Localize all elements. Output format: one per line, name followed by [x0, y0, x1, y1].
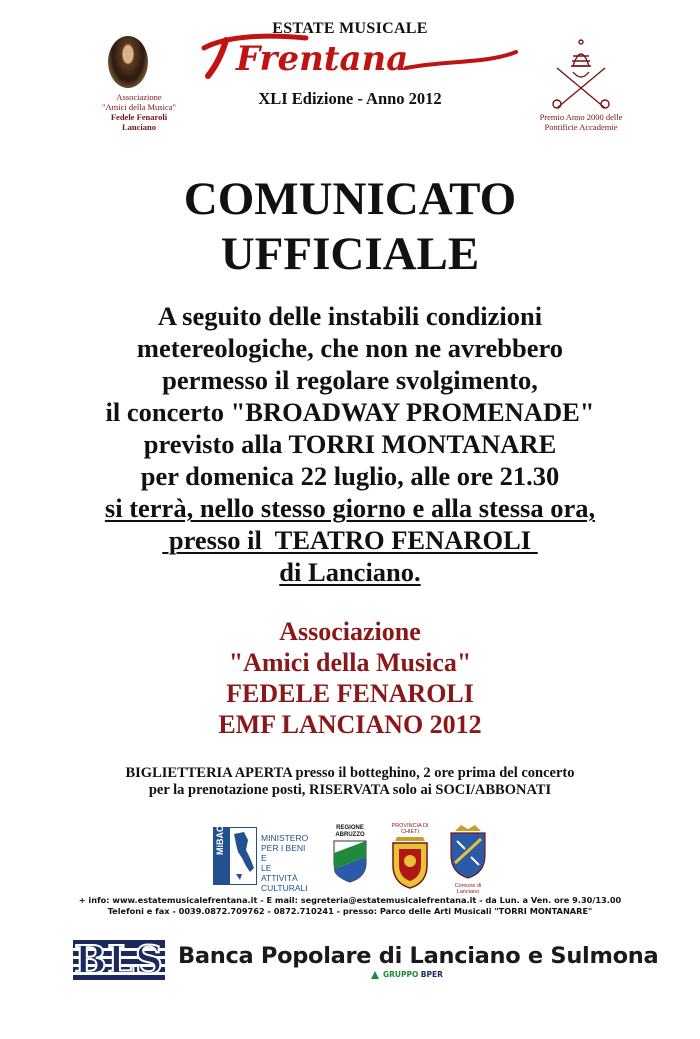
- body-line-5: previsto alla TORRI MONTANARE: [143, 429, 557, 459]
- regione-abruzzo-logo: [330, 825, 370, 885]
- bper-group-label: [383, 970, 443, 980]
- mibac-text: [261, 833, 309, 893]
- frentana-script-text: Frentana: [236, 39, 409, 79]
- association-logo-line4: Lanciano: [121, 122, 156, 132]
- bper-group-name: BPER: [420, 970, 443, 979]
- abruzzo-shield-icon: [330, 839, 370, 883]
- association-logo-line3: Fedele Fenaroli: [110, 112, 168, 122]
- mibac-logo: [213, 825, 309, 893]
- body-line-4: il concerto "BROADWAY PROMENADE": [105, 397, 595, 427]
- papal-arms-caption-line1: Premio Anno 2000 delle: [539, 112, 623, 122]
- box-office-line-2: per la prenotazione posti, RISERVATA solo ai SOCI/ABBONATI: [148, 782, 552, 798]
- provincia-chieti-logo: [385, 823, 435, 885]
- mibac-text-line2: PER I BENI E: [261, 843, 306, 863]
- papal-tiara-keys-icon: [549, 38, 613, 110]
- bls-bank-logo: [73, 937, 165, 982]
- provincia-crest-icon: [385, 835, 435, 889]
- body-line-6: per domenica 22 luglio, alle ore 21.30: [140, 461, 560, 491]
- body-line-7-text: si terrà, nello stesso giorno e alla stessa ora,: [104, 493, 596, 523]
- papal-arms-caption: [524, 112, 638, 132]
- comune-crest-icon: [445, 823, 491, 879]
- edition-label: XLI Edizione - Anno 2012: [258, 89, 442, 108]
- bper-group-icon: [370, 970, 380, 980]
- box-office-line-1: BIGLIETTERIA APERTA presso il botteghino, 2 ore prima del concerto: [125, 765, 575, 781]
- bank-name: Banca Popolare di Lanciano e Sulmona: [178, 943, 659, 969]
- abruzzo-caption-line1: REGIONE: [336, 825, 364, 831]
- portrait-medallion-icon: [108, 36, 148, 88]
- abruzzo-caption-line2: ABRUZZO: [335, 832, 365, 838]
- body-line-8: [0, 526, 700, 555]
- association-logo: [98, 36, 178, 136]
- body-line-3: permesso il regolare svolgimento,: [162, 365, 538, 395]
- papal-arms-logo: [536, 38, 626, 138]
- association-logo-line1: Associazione: [116, 92, 162, 102]
- title-line-1: COMUNICATO: [183, 173, 517, 225]
- title-line-2: UFFICIALE: [220, 228, 480, 280]
- provincia-caption: PROVINCIA DI CHIETI: [391, 823, 429, 835]
- italy-map-shape-icon: [230, 828, 256, 884]
- association-line-1: Associazione: [279, 617, 421, 646]
- bper-group-prefix: GRUPPO: [383, 970, 419, 979]
- italy-map-icon: [229, 827, 257, 885]
- mibac-vertical-band: [213, 827, 229, 885]
- body-line-9-text: di Lanciano.: [279, 557, 421, 587]
- body-line-9: [0, 558, 700, 587]
- contact-info-line-2: Telefoni e fax - 0039.0872.709762 - 0872.710241 - presso: Parco delle Arti Musicali "TORRI MONTANARE": [107, 906, 593, 916]
- association-line-3: FEDELE FENAROLI: [226, 679, 474, 708]
- body-line-8-text: presso il TEATRO FENAROLI: [162, 525, 538, 555]
- association-logo-line2: "Amici della Musica": [102, 102, 176, 112]
- body-line-2: metereologiche, che non ne avrebbero: [136, 333, 564, 363]
- mibac-text-line3: LE ATTIVITÀ: [261, 863, 298, 883]
- association-line-2: "Amici della Musica": [228, 648, 472, 677]
- mibac-text-line1: MINISTERO: [261, 833, 309, 843]
- papal-arms-caption-line2: Pontificie Accademie: [544, 122, 618, 132]
- mibac-text-line4: CULTURALI: [261, 883, 308, 893]
- festival-name: ESTATE MUSICALE: [272, 20, 428, 37]
- association-line-4: EMF LANCIANO 2012: [218, 710, 482, 739]
- comune-caption: Comune di Lanciano: [454, 883, 482, 895]
- body-line-7: [0, 494, 700, 523]
- contact-info-line-1: + info: www.estatemusicalefrentana.it - E mail: segreteria@estatemusicalefrentana.it - da Lun. a Ven. ore 9.30/13.00: [78, 895, 622, 905]
- bls-logo-text: BLS: [74, 937, 164, 982]
- frentana-script-logo: [196, 30, 522, 80]
- body-line-1: A seguito delle instabili condizioni: [157, 301, 543, 331]
- mibac-vertical-text: MiBAC: [215, 825, 225, 855]
- comune-lanciano-logo: [445, 823, 491, 895]
- abruzzo-caption: [330, 825, 370, 839]
